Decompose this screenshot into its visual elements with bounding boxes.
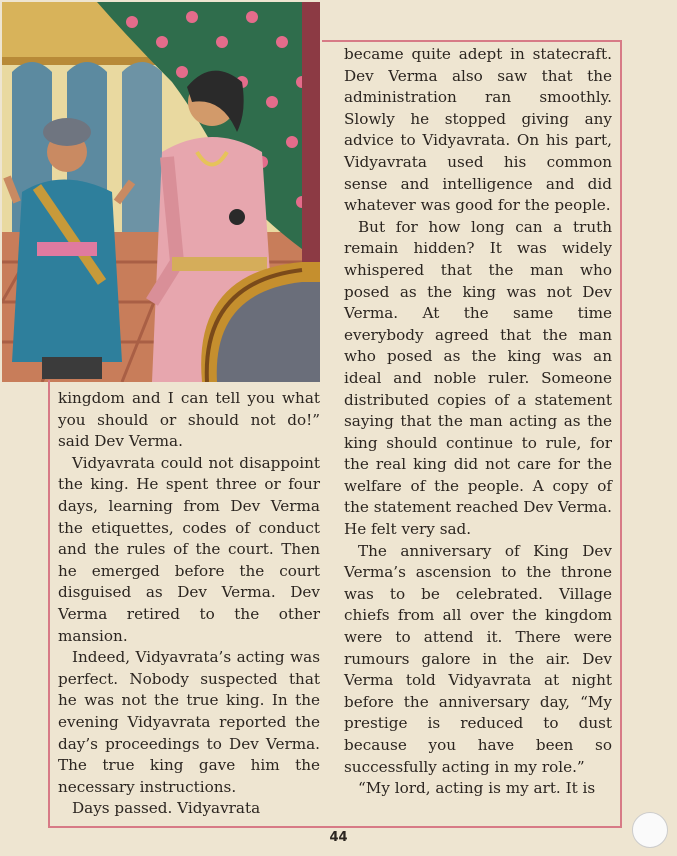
publisher-logo — [632, 812, 668, 848]
frame-border-left — [48, 380, 50, 828]
left-paragraph-4: Days passed. Vidyavrata — [72, 799, 261, 818]
right-paragraph-3: The anniversary of King Dev Verma’s ascension to the throne was to be celebrated. Village chiefs from all over the kingdom were to attend it. There were rumours galore in the air. Dev Verma told Vidyavrata at night before the anniversary day, “My prestige is reduced to dust because you have been so successfully acting in my role.” — [344, 541, 612, 776]
left-text-column — [58, 388, 320, 820]
illustration-artwork — [2, 2, 320, 382]
left-paragraph-3: Indeed, Vidyavrata’s acting was perfect. Nobody suspected that he was not the true king. In the evening Vidyavrata reported the day’s proceedings to Dev Verma. The true king gave him the necessary instructions. — [58, 648, 320, 796]
left-paragraph-1: kingdom and I can tell you what you should or should not do!” said Dev Verma. — [58, 389, 320, 451]
page-number: 44 — [329, 830, 348, 845]
frame-border-top — [322, 40, 622, 42]
frame-border-bottom — [48, 826, 622, 828]
illustration — [2, 2, 320, 382]
left-paragraph-2: Vidyavrata could not disappoint the king. He spent three or four days, learning from Dev Verma the etiquettes, codes of conduct and the rules of the court. Then he emerged before the court disguised as Dev Verma. Dev Verma retired to the other mansion. — [58, 453, 320, 645]
right-text-column — [344, 44, 612, 800]
right-paragraph-4: “My lord, acting is my art. It is — [358, 779, 596, 798]
right-paragraph-2: But for how long can a truth remain hidden? It was widely whispered that the man who posed as the king was not Dev Verma. At the same time everybody agreed that the man who posed as the king was an ideal and noble ruler. Someone distributed copies of a statement saying that the man acting as the king should continue to rule, for the real king did not care for the welfare of the people. A copy of the statement reached Dev Verma. He felt very sad. — [344, 217, 612, 539]
frame-border-right — [620, 40, 622, 828]
right-paragraph-1: became quite adept in statecraft. Dev Verma also saw that the administration ran smoothly. Slowly he stopped giving any advice to Vidyavrata. On his part, Vidyavrata used his common sense and intelligence and did whatever was good for the people. — [344, 45, 612, 215]
